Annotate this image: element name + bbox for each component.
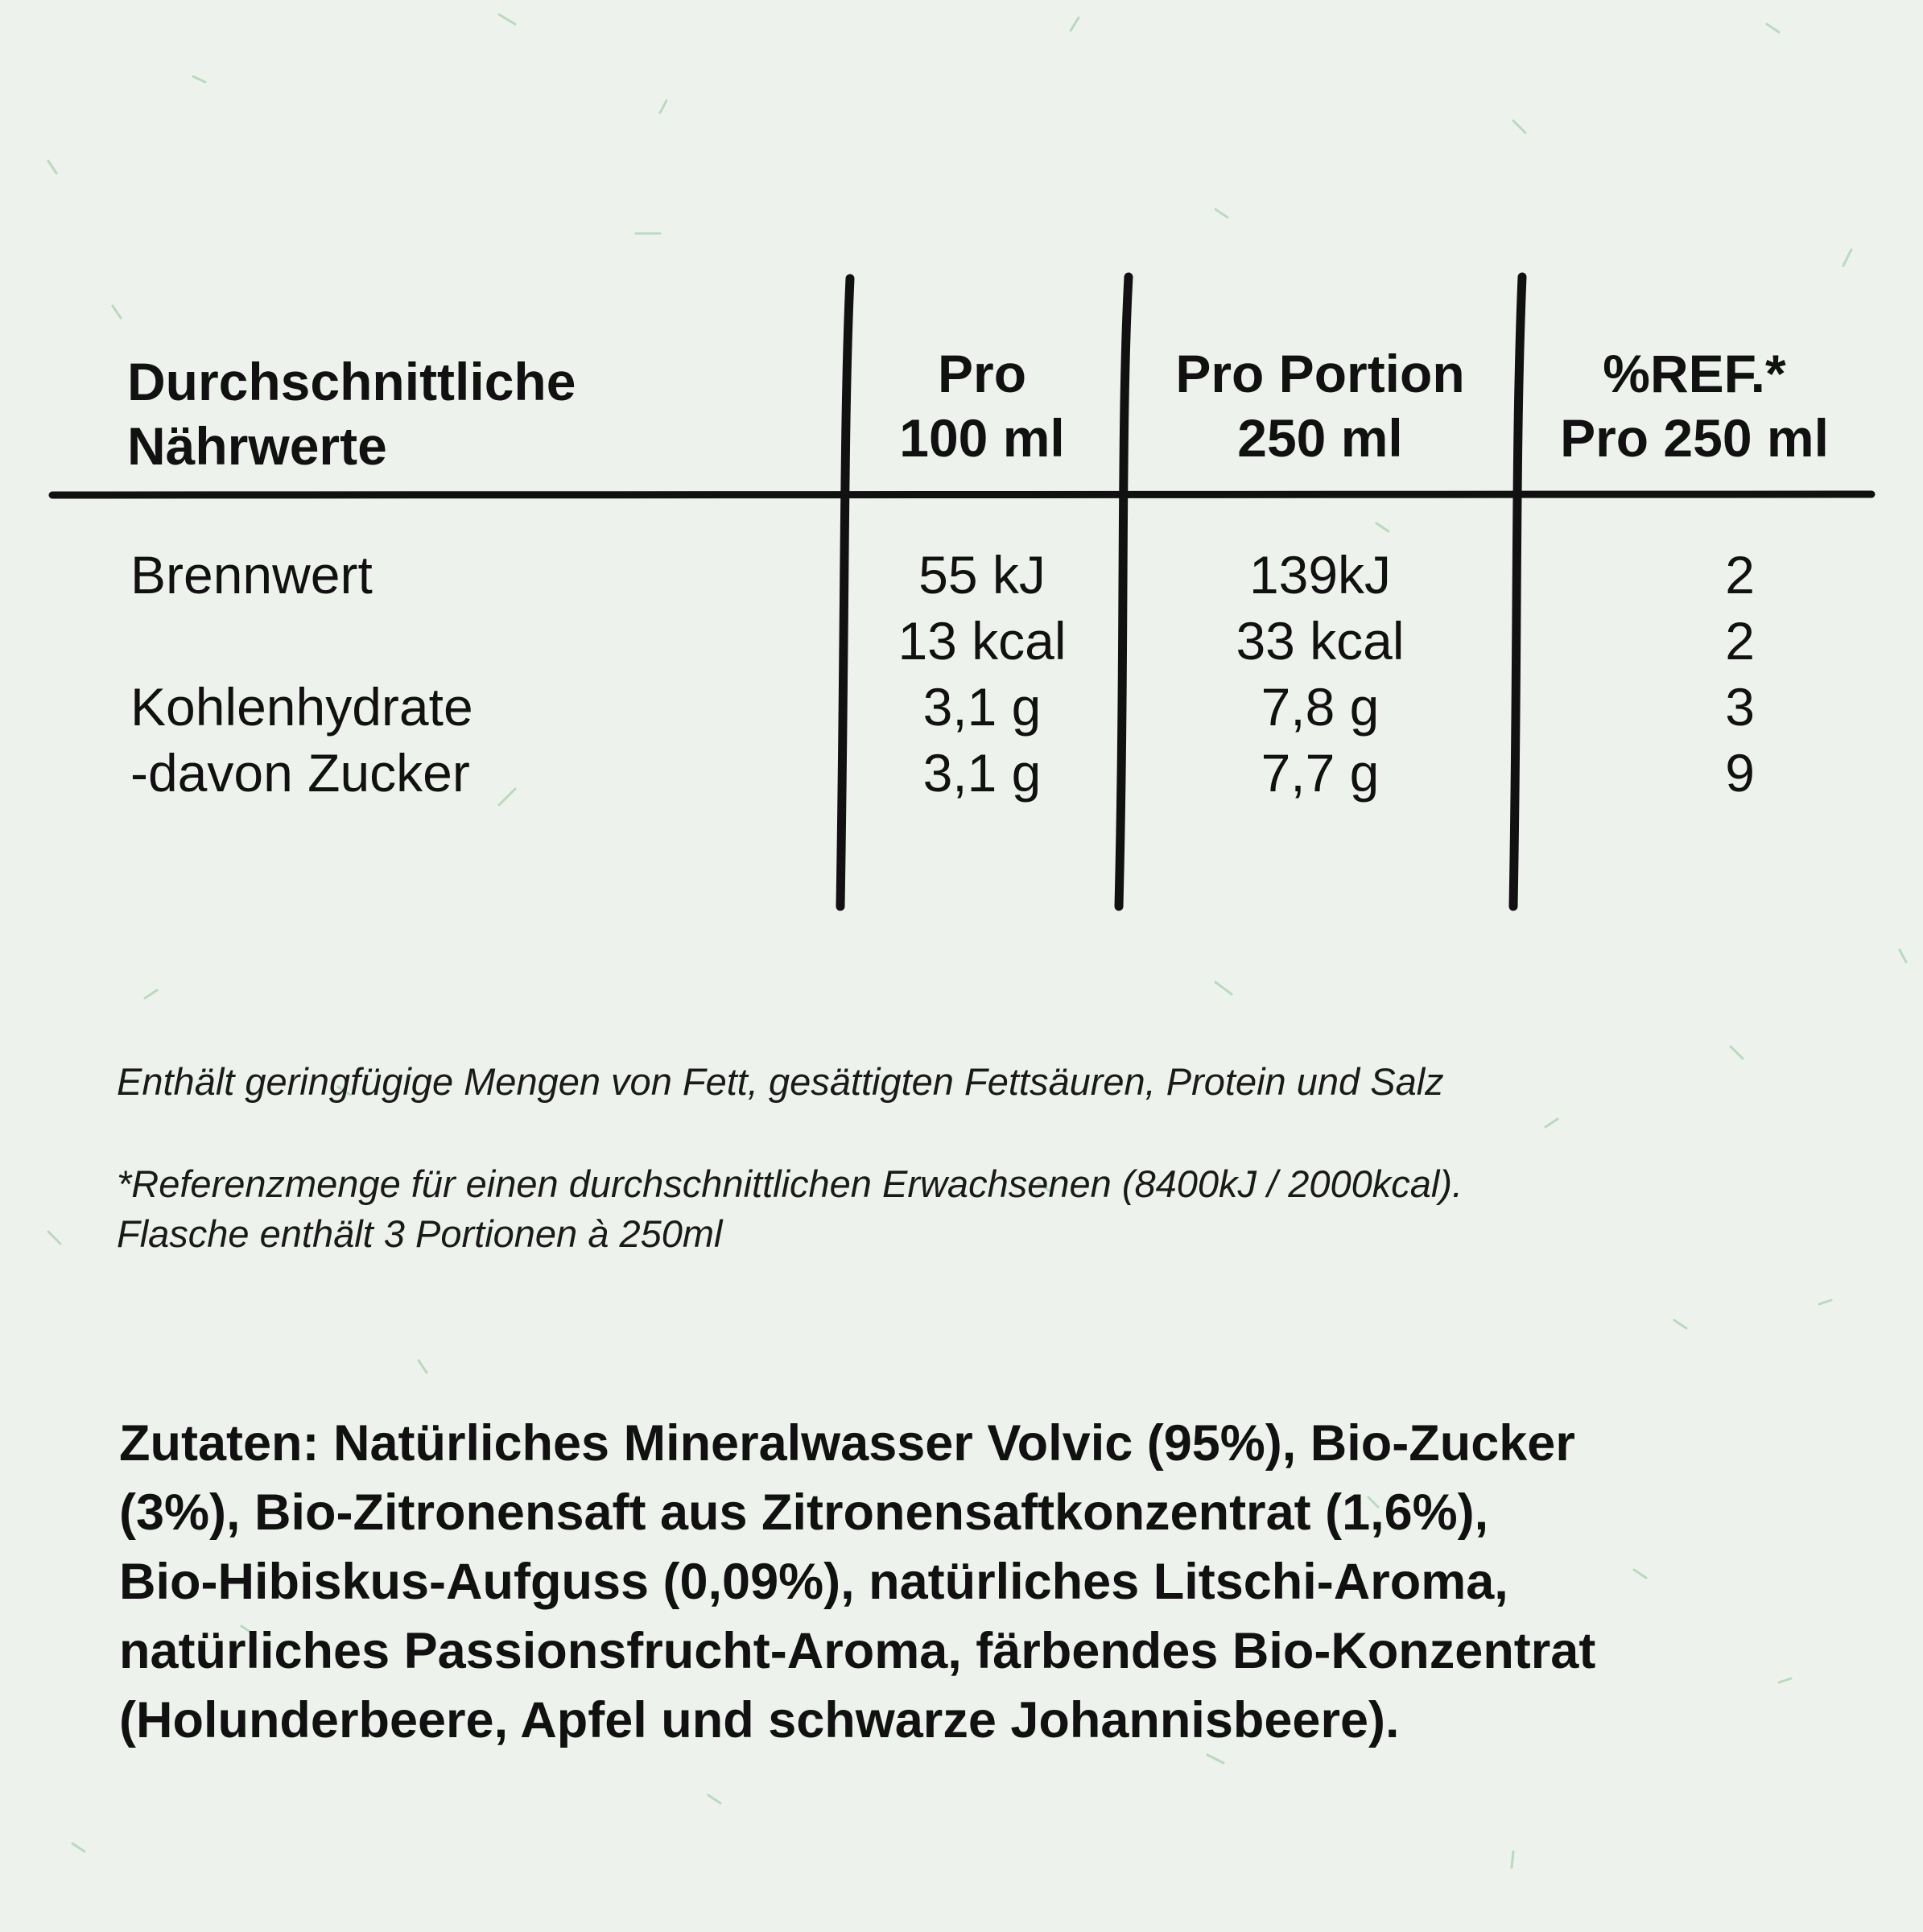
trace-note: Enthält geringfügige Mengen von Fett, gesättigten Fettsäuren, Protein und Salz [117,1060,1444,1103]
row-label-zucker: -davon Zucker [130,743,470,803]
header-rule [52,494,1871,495]
row-value-per100: 3,1 g [922,743,1042,803]
row-value-per100: 55 kJ [918,545,1046,605]
row-value-ref: 2 [1725,545,1755,605]
header-per-portion: Pro Portion 250 ml [1175,344,1465,468]
header-per-100ml: Pro 100 ml [899,344,1065,468]
row-value-ref: 2 [1725,611,1755,671]
row-value-per-portion: 7,7 g [1261,743,1380,803]
reference-note: *Referenzmenge für einen durchschnittlichen Erwachsenen (8400kJ / 2000kcal). [117,1162,1463,1205]
ingredients-text: Zutaten: Natürliches Mineralwasser Volvic (95%), Bio-Zucker (3%), Bio-Zitronensaft aus Zitronensaftkonzentrat (1,6%), Bio-Hibiskus-Aufguss (0,09%), natürliches Litschi-Aroma, natürliches Passionsfrucht-Aroma, färbendes Bio-Konzentrat (Holunderbeere, Apfel und schwarze Johannisbeere). [119,1415,1596,1748]
row-value-ref: 3 [1725,677,1755,737]
row-value-per-portion: 7,8 g [1261,677,1380,737]
header-ref: %REF.* Pro 250 ml [1560,344,1829,468]
row-value-ref: 9 [1725,743,1755,803]
row-label-kohlenhydrate: Kohlenhydrate [130,677,473,737]
row-value-per-portion: 33 kcal [1236,611,1405,671]
row-value-per-portion: 139kJ [1248,545,1392,605]
row-value-per100: 13 kcal [898,611,1067,671]
header-label: Durchschnittliche Nährwerte [127,352,576,476]
row-label-brennwert: Brennwert [130,545,373,605]
portions-note: Flasche enthält 3 Portionen à 250ml [117,1212,723,1255]
row-value-per100: 3,1 g [922,677,1042,737]
